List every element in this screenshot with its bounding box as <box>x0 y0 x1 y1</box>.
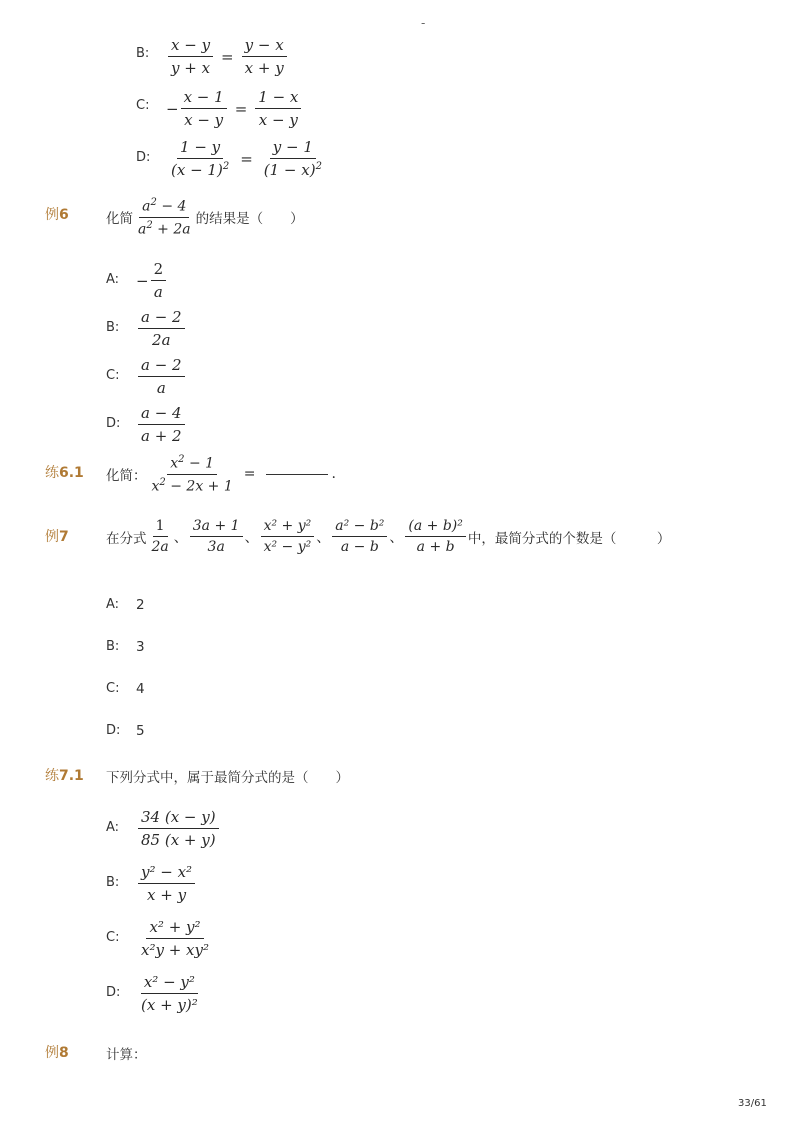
example-6-tag: 例6 <box>45 207 69 223</box>
practice-6-1-tag: 练6.1 <box>45 465 84 481</box>
option-b-equation: $\frac{x - y}{y + x}$ = $\frac{y - x}{x + y}$ <box>166 36 289 77</box>
option-d-equation: $\frac{1 - y}{(x - 1)^2}$ = $\frac{y - 1}{(1 - x)^2}$ <box>171 138 322 179</box>
pr71-option-a[interactable]: $\frac{34 (x - y)}{85 (x + y)}$ <box>136 808 221 849</box>
example-7-tag: 例7 <box>45 529 69 545</box>
practice-7-1-question: 下列分式中，属于最简分式的是（ ） <box>106 770 349 786</box>
ex7-option-label-a: A: <box>106 597 120 612</box>
option-c-equation: − $\frac{x - 1}{x - y}$ = $\frac{1 - x}{x - y}$ <box>166 88 303 129</box>
ex6-option-a[interactable]: − $\frac{2}{a}$ <box>136 260 168 301</box>
option-label-c: C: <box>136 98 150 113</box>
ex7-option-b[interactable]: 3 <box>136 639 145 655</box>
ex7-option-label-d: D: <box>106 723 121 738</box>
ex6-option-b[interactable]: $\frac{a - 2}{2a}$ <box>136 308 187 349</box>
pr71-option-label-b: B: <box>106 875 120 890</box>
example-6-question: 化简 $\frac{a^2 - 4}{a^2 + 2a}$ 的结果是（ ） <box>106 197 304 238</box>
page-number: 33/61 <box>738 1098 767 1109</box>
ex7-option-d[interactable]: 5 <box>136 723 145 739</box>
example-8-tag: 例8 <box>45 1045 69 1061</box>
header-mark: - <box>421 16 426 30</box>
ex7-option-label-b: B: <box>106 639 120 654</box>
option-label-b: B: <box>136 46 150 61</box>
ex6-option-label-c: C: <box>106 368 120 383</box>
practice-6-1-question: 化简： $\frac{x^2 - 1}{x^2 - 2x + 1}$ = . <box>106 454 336 495</box>
ex6-option-d[interactable]: $\frac{a - 4}{a + 2}$ <box>136 404 187 445</box>
pr71-option-label-c: C: <box>106 930 120 945</box>
example-8-question: 计算： <box>106 1047 147 1063</box>
ex6-option-label-b: B: <box>106 320 120 335</box>
example-7-question: 在分式 $\frac{1}{2a}$ 、 $\frac{3a + 1}{3a}$ 、 $\frac{\text{x² + y²}}{\text{x² − y²}}$ 、 $\frac{\text{a² − b²}}{a - b}$ 、 $\frac{\text{(a + b)²}}{a + b}$ 中，最简分式的个数是（ ） <box>106 518 671 555</box>
pr71-option-label-d: D: <box>106 985 121 1000</box>
answer-blank[interactable] <box>266 473 328 475</box>
pr71-option-b[interactable]: $\frac{\text{y² − x²}}{x + y}$ <box>136 863 197 904</box>
ex7-option-c[interactable]: 4 <box>136 681 145 697</box>
pr71-option-d[interactable]: $\frac{\text{x² − y²}}{\text{(x + y)²}}$ <box>141 973 198 1014</box>
ex6-option-c[interactable]: $\frac{a - 2}{a}$ <box>136 356 187 397</box>
pr71-option-label-a: A: <box>106 820 120 835</box>
practice-7-1-tag: 练7.1 <box>45 768 84 784</box>
ex7-option-a[interactable]: 2 <box>136 597 145 613</box>
ex6-option-label-d: D: <box>106 416 121 431</box>
pr71-option-c[interactable]: $\frac{\text{x² + y²}}{\text{x²y + xy²}}$ <box>141 918 209 959</box>
option-label-d: D: <box>136 150 151 165</box>
ex7-option-label-c: C: <box>106 681 120 696</box>
ex6-option-label-a: A: <box>106 272 120 287</box>
